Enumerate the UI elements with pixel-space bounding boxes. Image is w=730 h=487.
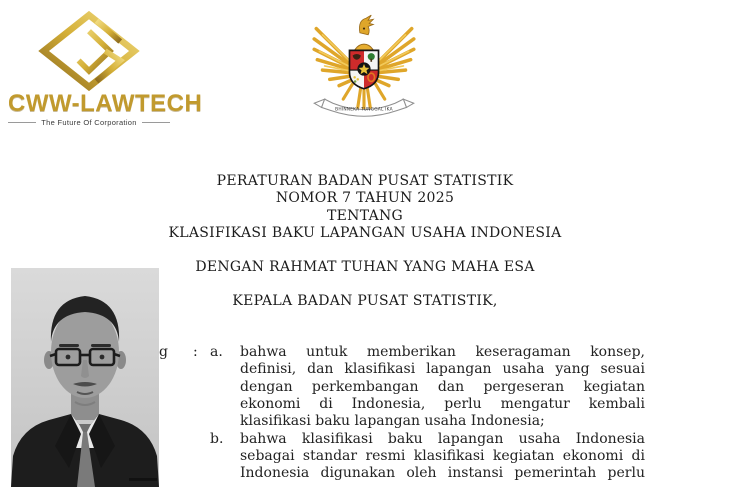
item-text-line: Indonesia digunakan oleh instansi pemerintah perlu — [240, 465, 645, 482]
logo-wordmark: CWW-LAWTECH — [8, 90, 203, 117]
item-marker: b. — [210, 430, 224, 447]
item-marker: a. — [210, 344, 223, 360]
item-text — [240, 431, 645, 483]
item-text-line: ekonomi di Indonesia, perlu mengatur kembali — [240, 396, 645, 413]
considering-block — [159, 344, 646, 483]
item-text-line: bahwa klasifikasi baku lapangan usaha Indonesia — [240, 430, 645, 447]
garuda-icon — [312, 12, 416, 124]
portrait-photo — [11, 268, 159, 487]
title-line: NOMOR 7 TAHUN 2025 — [275, 190, 455, 207]
tagline-text: The Future Of Corporation — [41, 118, 137, 127]
considering-item — [210, 344, 646, 431]
item-text-line: sebagai standar resmi klasifikasi kegiatan ekonomi di — [240, 448, 645, 465]
tagline-rule-right — [142, 122, 170, 123]
garuda-banner-text: BHINNEKA TUNGGAL IKA — [335, 107, 393, 113]
cww-lawtech-logo — [8, 8, 203, 127]
menimbang-label-fragment: g — [159, 344, 168, 360]
garuda-pancasila-emblem — [312, 12, 416, 124]
cww-diamond-icon — [37, 10, 141, 92]
man-in-suit-photo — [11, 268, 159, 487]
title-line: PERATURAN BADAN PUSAT STATISTIK — [216, 173, 514, 189]
considering-items — [210, 344, 646, 483]
item-text — [240, 344, 645, 431]
item-text-line: bahwa untuk memberikan keseragaman konsep, — [240, 344, 645, 360]
item-text-line: klasifikasi baku lapangan usaha Indonesia; — [240, 413, 545, 430]
considering-colon: : — [193, 344, 198, 360]
tagline-rule-left — [8, 122, 36, 123]
issuer-line: KEPALA BADAN PUSAT STATISTIK, — [232, 293, 498, 309]
title-line: TENTANG — [326, 207, 404, 224]
item-text-line: definisi, dan klasifikasi lapangan usaha yang sesuai — [240, 361, 645, 378]
title-line: KLASIFIKASI BAKU LAPANGAN USAHA INDONESIA — [168, 224, 562, 241]
document-title — [0, 173, 730, 242]
considering-item — [210, 431, 646, 483]
item-text-line: dengan perkembangan dan pergeseran kegiatan — [240, 378, 645, 395]
logo-tagline — [8, 118, 170, 127]
invocation-line: DENGAN RAHMAT TUHAN YANG MAHA ESA — [195, 259, 535, 275]
